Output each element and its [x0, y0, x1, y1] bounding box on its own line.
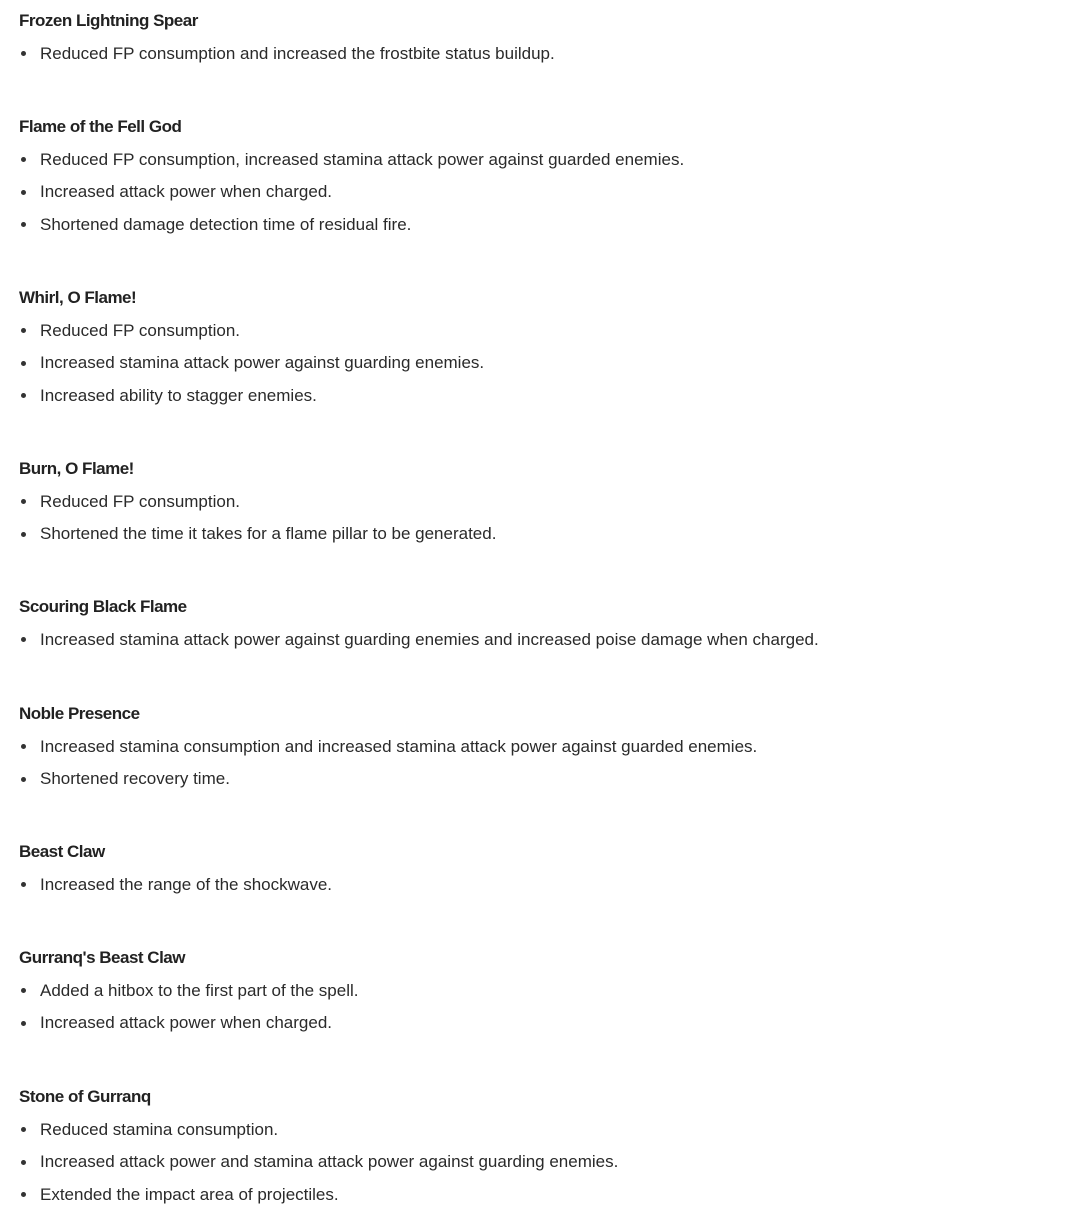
list-item-text: Reduced FP consumption. — [40, 320, 241, 340]
change-list — [19, 736, 1069, 791]
spell-section-burn-o-flame — [19, 458, 1069, 545]
list-item-text: Shortened damage detection time of residual fire. — [40, 214, 412, 234]
change-list — [19, 320, 1069, 407]
bullet-icon — [21, 988, 26, 993]
list-item-text: Increased attack power when charged. — [40, 182, 333, 201]
spell-section-whirl-o-flame — [19, 287, 1069, 407]
bullet-icon — [21, 393, 26, 398]
section-title: Flame of the Fell God — [19, 117, 182, 136]
spell-section-flame-of-the-fell-god — [19, 116, 1069, 236]
bullet-icon — [21, 222, 26, 227]
spell-section-stone-of-gurranq — [19, 1086, 1069, 1206]
list-item — [19, 181, 1069, 203]
bullet-icon — [21, 637, 26, 642]
list-item — [19, 1184, 1069, 1206]
list-item — [19, 768, 1069, 790]
list-item-text: Added a hitbox to the first part of the spell. — [40, 980, 359, 1000]
list-item — [19, 1012, 1069, 1034]
section-title: Noble Presence — [19, 704, 140, 723]
list-item — [19, 491, 1069, 513]
list-item-text: Extended the impact area of projectiles. — [40, 1184, 339, 1204]
bullet-icon — [21, 328, 26, 333]
list-item — [19, 352, 1069, 374]
change-list — [19, 874, 1069, 896]
bullet-icon — [21, 361, 26, 366]
change-list — [19, 1119, 1069, 1206]
spell-section-noble-presence — [19, 703, 1069, 790]
list-item — [19, 874, 1069, 896]
bullet-icon — [21, 532, 26, 537]
spell-section-frozen-lightning-spear — [19, 10, 1069, 65]
section-title: Burn, O Flame! — [19, 459, 134, 478]
bullet-icon — [21, 190, 26, 195]
list-item-text: Reduced FP consumption. — [40, 491, 241, 511]
section-title: Scouring Black Flame — [19, 597, 187, 616]
list-item-text: Increased stamina attack power against guarding enemies and increased poise damage when charged. — [40, 629, 819, 649]
list-item — [19, 43, 1069, 65]
list-item-text: Reduced FP consumption and increased the frostbite status buildup. — [40, 43, 555, 63]
spell-section-scouring-black-flame — [19, 596, 1069, 651]
section-title: Beast Claw — [19, 842, 105, 861]
list-item-text: Shortened the time it takes for a flame pillar to be generated. — [40, 524, 497, 543]
list-item — [19, 214, 1069, 236]
section-title: Whirl, O Flame! — [19, 288, 137, 307]
bullet-icon — [21, 1021, 26, 1026]
section-title: Frozen Lightning Spear — [19, 11, 198, 30]
change-list — [19, 491, 1069, 546]
list-item — [19, 523, 1069, 545]
bullet-icon — [21, 1192, 26, 1197]
section-title: Stone of Gurranq — [19, 1087, 151, 1106]
section-title: Gurranq's Beast Claw — [19, 948, 185, 967]
bullet-icon — [21, 499, 26, 504]
list-item — [19, 1151, 1069, 1173]
list-item — [19, 629, 1069, 651]
list-item-text: Reduced stamina consumption. — [40, 1119, 279, 1139]
list-item-text: Increased stamina attack power against guarding enemies. — [40, 353, 485, 372]
list-item-text: Increased ability to stagger enemies. — [40, 385, 317, 405]
bullet-icon — [21, 157, 26, 162]
list-item — [19, 736, 1069, 758]
list-item — [19, 320, 1069, 342]
change-list — [19, 43, 1069, 65]
spell-section-beast-claw — [19, 841, 1069, 896]
bullet-icon — [21, 1127, 26, 1132]
bullet-icon — [21, 51, 26, 56]
list-item-text: Increased attack power and stamina attack power against guarding enemies. — [40, 1152, 619, 1171]
bullet-icon — [21, 882, 26, 887]
change-list — [19, 149, 1069, 236]
list-item-text: Shortened recovery time. — [40, 769, 230, 788]
list-item — [19, 980, 1069, 1002]
bullet-icon — [21, 1160, 26, 1165]
list-item-text: Reduced FP consumption, increased stamina attack power against guarded enemies. — [40, 149, 685, 169]
list-item-text: Increased attack power when charged. — [40, 1013, 333, 1032]
change-list — [19, 980, 1069, 1035]
list-item — [19, 385, 1069, 407]
bullet-icon — [21, 777, 26, 782]
change-list — [19, 629, 1069, 651]
list-item — [19, 149, 1069, 171]
list-item-text: Increased stamina consumption and increased stamina attack power against guarded enemies. — [40, 736, 758, 756]
list-item — [19, 1119, 1069, 1141]
bullet-icon — [21, 744, 26, 749]
spell-section-gurranqs-beast-claw — [19, 947, 1069, 1034]
list-item-text: Increased the range of the shockwave. — [40, 874, 333, 894]
